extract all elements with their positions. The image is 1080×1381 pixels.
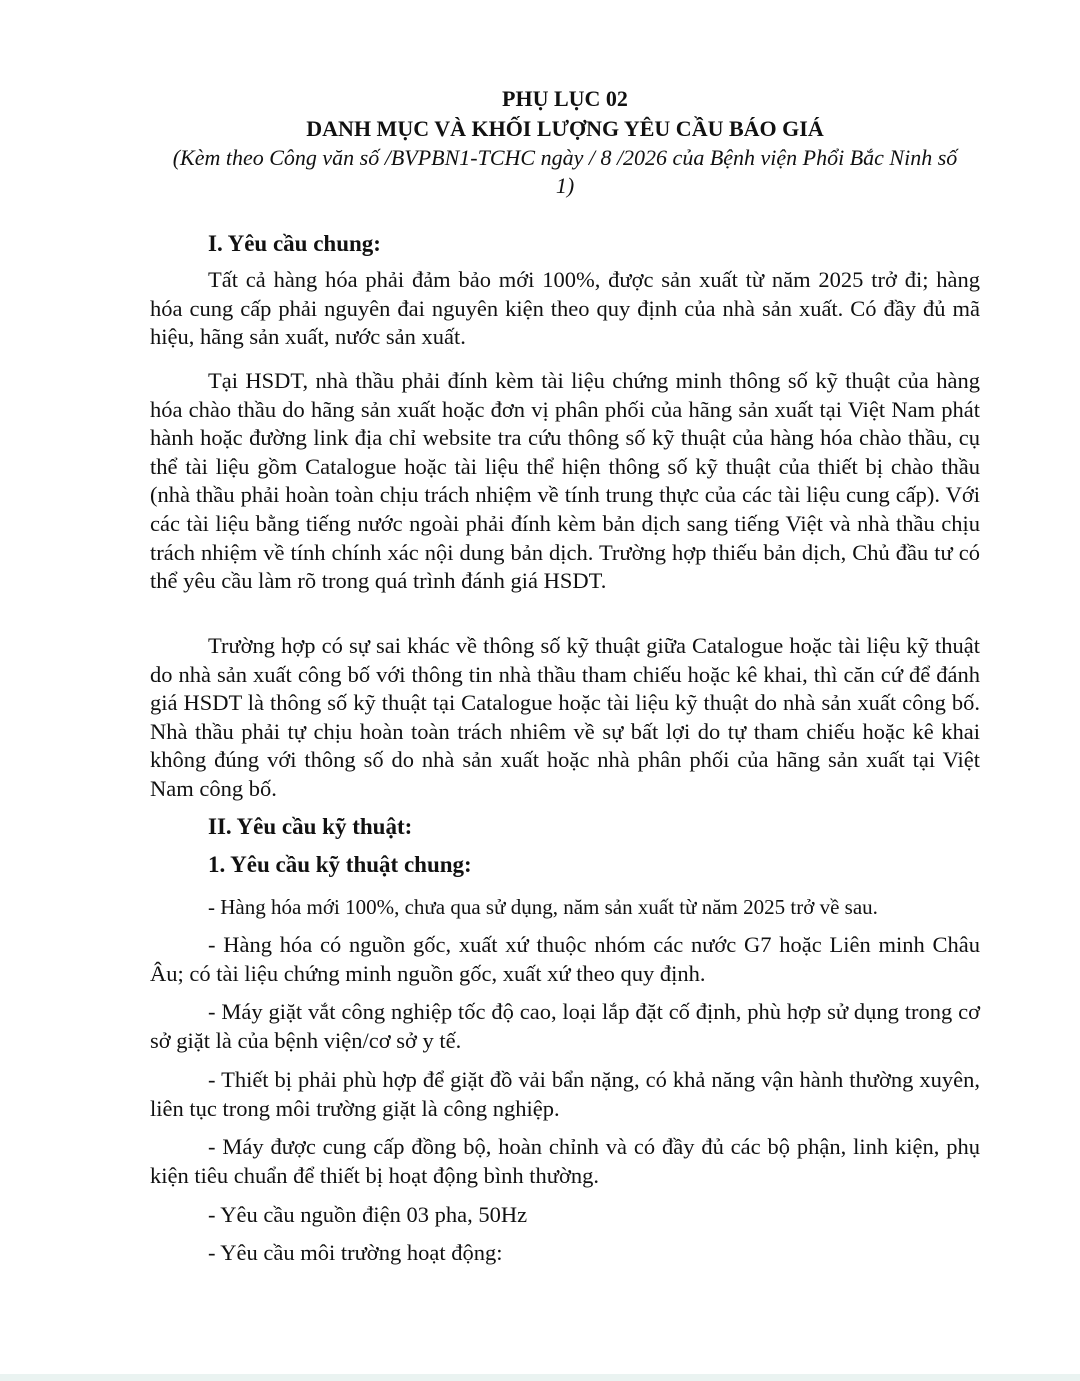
section-2-subheading: 1. Yêu cầu kỹ thuật chung: bbox=[208, 852, 472, 877]
requirement-item: - Hàng hóa mới 100%, chưa qua sử dụng, năm sản xuất từ năm 2025 trở về sau. bbox=[208, 895, 878, 919]
requirement-item: - Yêu cầu nguồn điện 03 pha, 50Hz bbox=[208, 1202, 528, 1227]
page-bottom-edge bbox=[0, 1374, 1080, 1381]
section-1-paragraph: Tại HSDT, nhà thầu phải đính kèm tài liệu chứng minh thông số kỹ thuật của hàng hóa chào thầu do hãng sản xuất hoặc đơn vị phân phối của hãng sản xuất tại Việt Nam phát hành hoặc đường link địa chỉ website tra cứu thông số kỹ thuật của hàng hóa chào thầu, cụ thể tài liệu gồm Catalogue hoặc tài liệu thể hiện thông số kỹ thuật của thiết bị chào thầu (nhà thầu phải hoàn toàn chịu trách nhiệm về tính trung thực của các tài liệu cung cấp). Với các tài liệu bằng tiếng nước ngoài phải đính kèm bản dịch sang tiếng Việt và nhà thầu chịu trách nhiệm về tính chính xác nội dung bản dịch. Trường hợp thiếu bản dịch, Chủ đầu tư có thể yêu cầu làm rõ trong quá trình đánh giá HSDT. bbox=[150, 368, 980, 594]
section-1-paragraph: Trường hợp có sự sai khác về thông số kỹ thuật giữa Catalogue hoặc tài liệu kỹ thuật do nhà sản xuất công bố với thông tin nhà thầu tham chiếu hoặc kê khai, thì căn cứ để đánh giá HSDT là thông số kỹ thuật tại Catalogue hoặc tài liệu kỹ thuật do nhà sản xuất công bố. Nhà thầu phải tự chịu hoàn toàn trách nhiêm về sự bất lợi do tự tham chiếu hoặc kê khai không đúng với thông số do nhà sản xuất hoặc nhà phân phối của hãng sản xuất tại Việt Nam công bố. bbox=[150, 633, 980, 801]
section-1-paragraph: Tất cả hàng hóa phải đảm bảo mới 100%, được sản xuất từ năm 2025 trở đi; hàng hóa cung cấp phải nguyên đai nguyên kiện theo quy định của nhà sản xuất. Có đầy đủ mã hiệu, hãng sản xuất, nước sản xuất. bbox=[150, 267, 980, 350]
requirement-item: - Thiết bị phải phù hợp để giặt đồ vải bẩn nặng, có khả năng vận hành thường xuyên, liên tục trong môi trường giặt là công nghiệp. bbox=[150, 1067, 980, 1121]
appendix-subtitle: DANH MỤC VÀ KHỐI LƯỢNG YÊU CẦU BÁO GIÁ bbox=[306, 116, 824, 141]
reference-note: (Kèm theo Công văn số /BVPBN1-TCHC ngày / 8 /2026 của Bệnh viện Phổi Bắc Ninh số 1) bbox=[172, 145, 958, 198]
requirement-item: - Yêu cầu môi trường hoạt động: bbox=[208, 1240, 503, 1265]
appendix-title: PHỤ LỤC 02 bbox=[502, 86, 628, 111]
section-2-heading: II. Yêu cầu kỹ thuật: bbox=[208, 814, 413, 839]
requirement-item: - Máy giặt vắt công nghiệp tốc độ cao, loại lắp đặt cố định, phù hợp sử dụng trong cơ sở giặt là của bệnh viện/cơ sở y tế. bbox=[150, 999, 980, 1053]
requirement-item: - Máy được cung cấp đồng bộ, hoàn chỉnh và có đầy đủ các bộ phận, linh kiện, phụ kiện tiêu chuẩn để thiết bị hoạt động bình thường. bbox=[150, 1134, 980, 1188]
requirement-item: - Hàng hóa có nguồn gốc, xuất xứ thuộc nhóm các nước G7 hoặc Liên minh Châu Âu; có tài liệu chứng minh nguồn gốc, xuất xứ theo quy định. bbox=[150, 932, 980, 986]
section-1-heading: I. Yêu cầu chung: bbox=[208, 231, 381, 256]
